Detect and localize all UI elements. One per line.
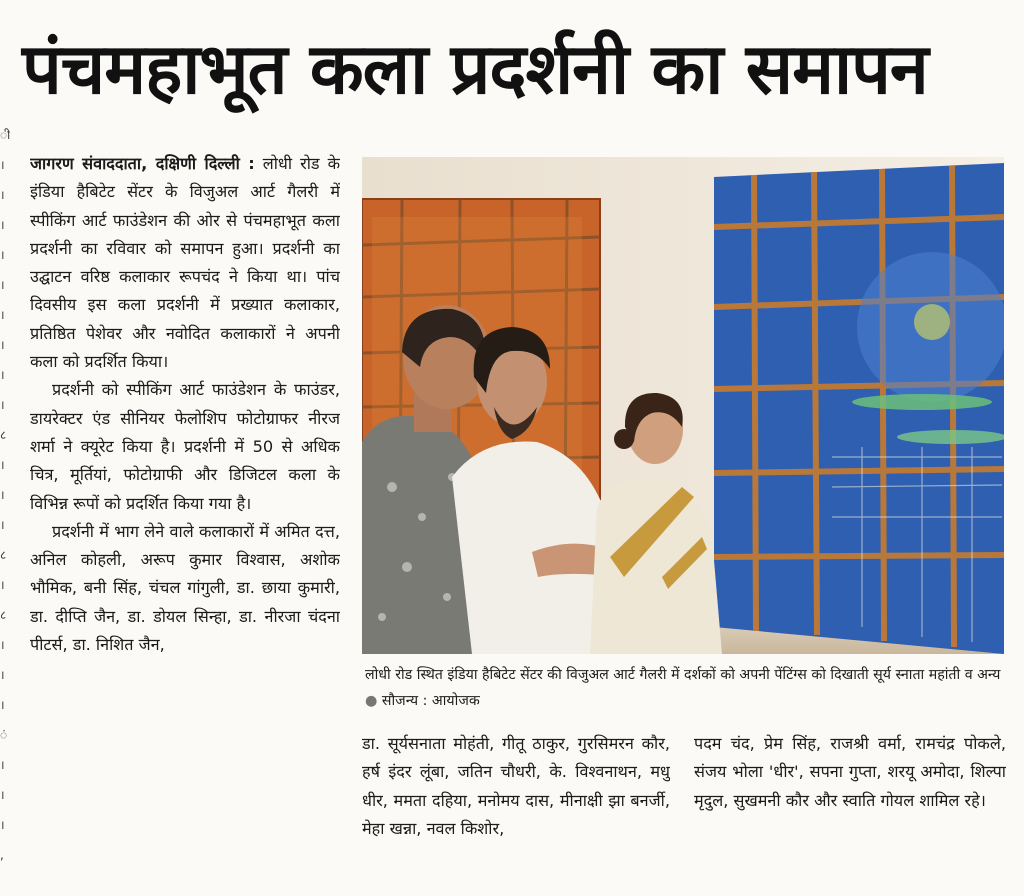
headline: पंचमहाभूत कला प्रदर्शनी का समापन	[22, 28, 928, 110]
gallery-photo	[362, 157, 1004, 654]
article-right-column	[694, 730, 1006, 888]
middle-column-text: डा. सूर्यसनाता मोहंती, गीतू ठाकुर, गुरसिमरन कौर, हर्ष इंदर लूंबा, जतिन चौधरी, के. विश्वनाथन, मधु धीर, ममता दहिया, मनोमय दास, मीनाक्षी झा बनर्जी, मेहा खन्ना, नवल किशोर,	[362, 734, 670, 838]
caption-text: लोधी रोड स्थित इंडिया हैबिटेट सेंटर की विजुअल आर्ट गैलरी में दर्शकों को अपनी पेंटिंग्स को दिखाती सूर्य स्नाता महांती व अन्य	[365, 667, 1001, 683]
gallery-photo-illustration	[362, 157, 1004, 654]
paragraph-2: प्रदर्शनी को स्पीकिंग आर्ट फाउंडेशन के फाउंडर, डायरेक्टर एंड सीनियर फेलोशिप फोटोग्राफर नीरज शर्मा ने क्यूरेट किया है। प्रदर्शनी में 50 से अधिक चित्र, मूर्तियां, फोटोग्राफी और डिजिटल कला के विभिन्न रूपों को प्रदर्शित किया गया है।	[30, 380, 340, 513]
blue-painting	[714, 163, 1004, 654]
paragraph-1: लोधी रोड के इंडिया हैबिटेट सेंटर के विजुअल आर्ट गैलरी में स्पीकिंग आर्ट फाउंडेशन की ओर से पंचमहाभूत कला प्रदर्शनी का रविवार को समापन हुआ। प्रदर्शनी का उद्घाटन वरिष्ठ कलाकार रूपचंद ने किया था। पांच दिवसीय इस कला प्रदर्शनी में प्रख्यात कलाकार, प्रतिष्ठित पेशेवर और नवोदित कलाकारों ने अपनी कला को प्रदर्शित किया।	[30, 154, 340, 372]
bullet-icon: ●	[365, 693, 378, 709]
right-column-text: पदम चंद, प्रेम सिंह, राजश्री वर्मा, रामचंद्र पोकले, संजय भोला 'धीर', सपना गुप्ता, शरयू अमोदा, शिल्पा मृदुल, सुखमनी कौर और स्वाति गोयल शामिल रहे।	[694, 734, 1006, 810]
byline: जागरण संवाददाता, दक्षिणी दिल्ली :	[30, 154, 255, 173]
adjacent-column-edge: ी । । । । । । । । । ८ । । । ८ । ८ । । । ं । । । ,	[0, 128, 10, 862]
article-left-column	[30, 150, 340, 890]
caption-credit: सौजन्य : आयोजक	[381, 693, 480, 709]
article-middle-column	[362, 730, 670, 888]
photo-caption	[365, 662, 1005, 718]
paragraph-3: प्रदर्शनी में भाग लेने वाले कलाकारों में अमित दत्त, अनिल कोहली, अरूप कुमार विश्वास, अशोक भौमिक, बनी सिंह, चंचल गांगुली, डा. छाया कुमारी, डा. दीप्ति जैन, डा. डोयल सिन्हा, डा. नीरजा चंदना पीटर्स, डा. निशित जैन,	[30, 521, 340, 655]
